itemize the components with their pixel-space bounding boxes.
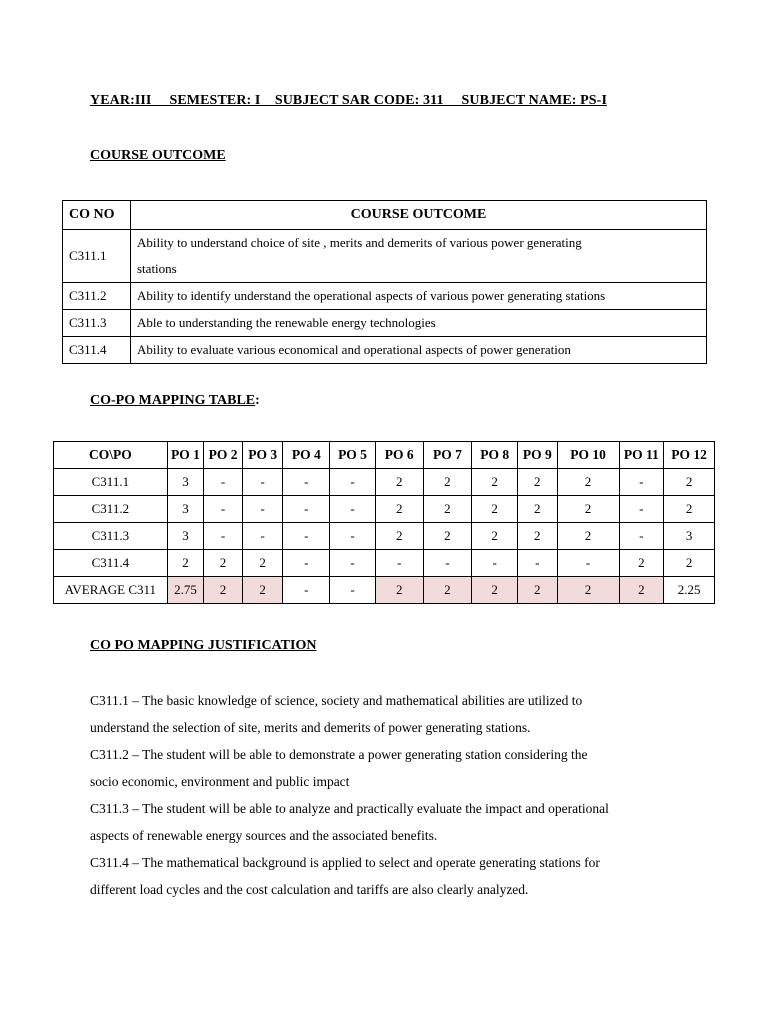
mapping-value: 2	[664, 469, 715, 496]
column-header-po: PO 8	[472, 442, 518, 469]
justification-paragraph	[90, 741, 690, 795]
co-description	[131, 230, 707, 283]
mapping-value: -	[330, 496, 376, 523]
mapping-value: -	[283, 496, 330, 523]
mapping-value: 2	[664, 496, 715, 523]
row-label: C311.1	[54, 469, 168, 496]
mapping-value: 2	[423, 469, 472, 496]
mapping-value: 2	[204, 550, 243, 577]
justification-paragraph	[90, 795, 690, 849]
mapping-value: 2.25	[664, 577, 715, 604]
co-description: Ability to evaluate various economical and operational aspects of power generation	[131, 337, 707, 364]
justification-line: C311.2 – The student will be able to demonstrate a power generating station considering the	[90, 747, 588, 762]
mapping-value: -	[330, 523, 376, 550]
justification-line: understand the selection of site, merits and demerits of power generating stations.	[90, 720, 531, 735]
mapping-value: 2	[557, 469, 619, 496]
mapping-value: -	[619, 523, 664, 550]
column-header-po: PO 9	[517, 442, 557, 469]
justification-line: socio economic, environment and public impact	[90, 774, 350, 789]
table-header-row	[63, 201, 707, 230]
mapping-value: -	[375, 550, 423, 577]
mapping-value: 2	[517, 469, 557, 496]
mapping-value: 2	[423, 523, 472, 550]
mapping-value: 2	[423, 496, 472, 523]
co-description: Able to understanding the renewable energy technologies	[131, 310, 707, 337]
column-header-po: PO 5	[330, 442, 376, 469]
co-number: C311.3	[63, 310, 131, 337]
column-header-po: PO 12	[664, 442, 715, 469]
co-description-line: Ability to understand choice of site , merits and demerits of various power generating	[137, 235, 582, 250]
mapping-value: -	[283, 523, 330, 550]
mapping-value: 3	[664, 523, 715, 550]
mapping-table-heading-text: CO-PO MAPPING TABLE	[90, 393, 256, 408]
mapping-value: -	[283, 469, 330, 496]
mapping-value: -	[557, 550, 619, 577]
table-row	[63, 337, 707, 364]
column-header-po: PO 10	[557, 442, 619, 469]
mapping-value: 2	[557, 523, 619, 550]
mapping-value: -	[423, 550, 472, 577]
mapping-value: -	[242, 523, 283, 550]
mapping-value: 2	[375, 577, 423, 604]
mapping-value: 2	[557, 496, 619, 523]
mapping-value: 2	[517, 577, 557, 604]
document-header: YEAR:III SEMESTER: I SUBJECT SAR CODE: 311 SUBJECT NAME: PS-I	[90, 93, 607, 108]
row-label: C311.4	[54, 550, 168, 577]
justification-line: different load cycles and the cost calculation and tariffs are also clearly analyzed.	[90, 882, 529, 897]
mapping-value: 2	[557, 577, 619, 604]
mapping-value: 2	[619, 577, 664, 604]
mapping-header-row	[54, 442, 715, 469]
mapping-table-heading-colon: :	[255, 393, 260, 408]
mapping-value: -	[204, 469, 243, 496]
mapping-value: -	[204, 496, 243, 523]
mapping-value: -	[619, 469, 664, 496]
justification-line: C311.3 – The student will be able to analyze and practically evaluate the impact and operational	[90, 801, 609, 816]
mapping-value: 2	[472, 496, 518, 523]
mapping-value: 2	[517, 523, 557, 550]
table-row	[63, 230, 707, 283]
justification-line: C311.4 – The mathematical background is applied to select and operate generating stations for	[90, 855, 600, 870]
table-row	[54, 550, 715, 577]
justification-line: aspects of renewable energy sources and the associated benefits.	[90, 828, 438, 843]
mapping-value: -	[330, 469, 376, 496]
mapping-value: 2	[375, 496, 423, 523]
justification-section	[90, 687, 690, 903]
row-label: C311.3	[54, 523, 168, 550]
mapping-value: -	[517, 550, 557, 577]
mapping-value: -	[242, 496, 283, 523]
co-po-mapping-table	[53, 441, 715, 604]
co-number: C311.1	[63, 230, 131, 283]
mapping-value: -	[330, 550, 376, 577]
co-description: Ability to identify understand the operational aspects of various power generating stations	[131, 283, 707, 310]
column-header-po: PO 2	[204, 442, 243, 469]
mapping-value: 2	[375, 523, 423, 550]
mapping-value: -	[330, 577, 376, 604]
mapping-value: 2	[423, 577, 472, 604]
mapping-value: 2.75	[167, 577, 204, 604]
mapping-value: 2	[619, 550, 664, 577]
justification-line: C311.1 – The basic knowledge of science, society and mathematical abilities are utilized to	[90, 693, 583, 708]
mapping-value: 3	[167, 496, 204, 523]
justification-paragraph	[90, 687, 690, 741]
justification-heading: CO PO MAPPING JUSTIFICATION	[90, 638, 317, 653]
column-header-po: PO 7	[423, 442, 472, 469]
table-row	[54, 523, 715, 550]
mapping-value: 2	[204, 577, 243, 604]
mapping-value: -	[242, 469, 283, 496]
table-row	[63, 310, 707, 337]
mapping-value: -	[283, 550, 330, 577]
table-row	[63, 283, 707, 310]
column-header-po: PO 4	[283, 442, 330, 469]
mapping-value: 2	[472, 469, 518, 496]
mapping-body	[54, 469, 715, 604]
mapping-value: 2	[664, 550, 715, 577]
mapping-value: 2	[472, 577, 518, 604]
mapping-value: -	[283, 577, 330, 604]
column-header-po: PO 11	[619, 442, 664, 469]
row-label: AVERAGE C311	[54, 577, 168, 604]
mapping-value: 3	[167, 523, 204, 550]
mapping-value: -	[472, 550, 518, 577]
column-header-po: PO 3	[242, 442, 283, 469]
mapping-value: 2	[472, 523, 518, 550]
course-outcome-heading: COURSE OUTCOME	[90, 148, 226, 163]
mapping-value: -	[619, 496, 664, 523]
table-row	[54, 496, 715, 523]
column-header-po: PO 6	[375, 442, 423, 469]
co-number: C311.2	[63, 283, 131, 310]
course-outcome-table	[62, 200, 707, 364]
mapping-table-heading	[90, 393, 260, 409]
mapping-value: -	[204, 523, 243, 550]
mapping-value: 2	[375, 469, 423, 496]
justification-paragraph	[90, 849, 690, 903]
column-header-co-no: CO NO	[63, 201, 131, 230]
table-row	[54, 469, 715, 496]
column-header-po: PO 1	[167, 442, 204, 469]
mapping-value: 2	[242, 577, 283, 604]
mapping-value: 2	[242, 550, 283, 577]
mapping-value: 2	[167, 550, 204, 577]
co-number: C311.4	[63, 337, 131, 364]
row-label: C311.2	[54, 496, 168, 523]
table-row	[54, 577, 715, 604]
mapping-value: 2	[517, 496, 557, 523]
column-header-course-outcome: COURSE OUTCOME	[131, 201, 707, 230]
mapping-value: 3	[167, 469, 204, 496]
column-header-co-po: CO\PO	[54, 442, 168, 469]
co-description-line: stations	[137, 261, 177, 276]
